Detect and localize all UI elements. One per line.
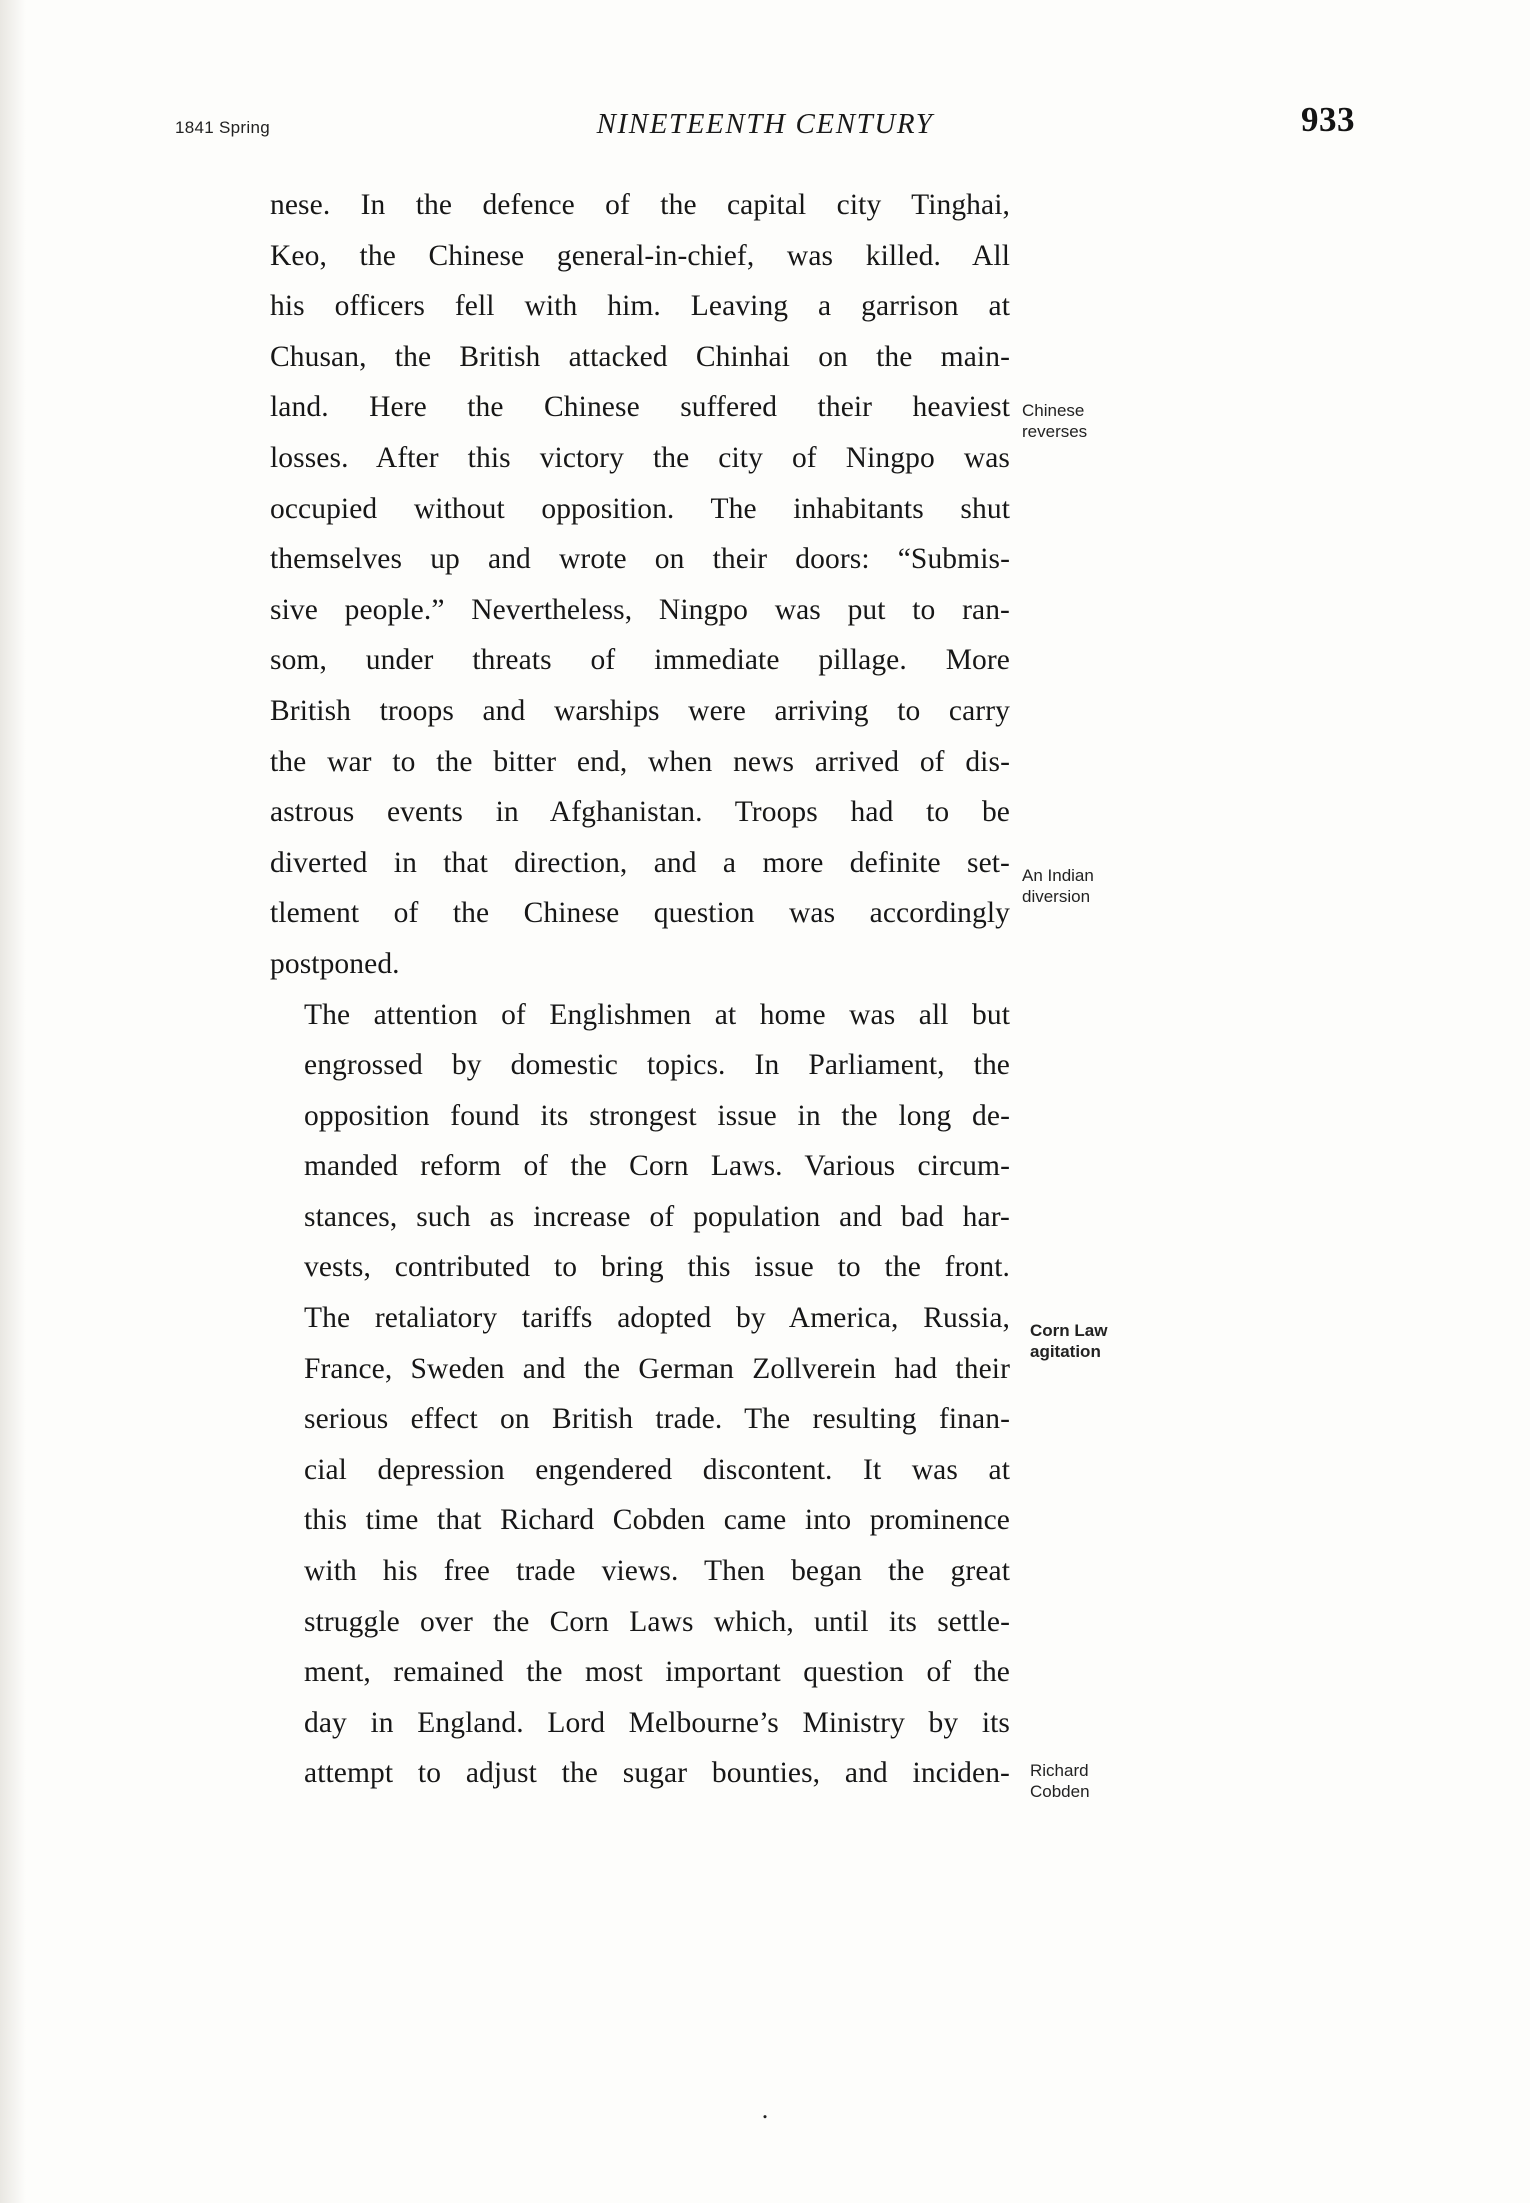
text-line: his officers fell with him. Leaving a garrison at <box>270 290 1010 323</box>
running-head <box>175 100 1355 148</box>
sidenote-line: agitation <box>1030 1342 1101 1361</box>
page-number: 933 <box>1301 100 1355 139</box>
text-line: tlement of the Chinese question was accordingly <box>270 897 1010 930</box>
text-line: cial depression engendered discontent. It was at <box>304 1453 1010 1486</box>
text-line: nese. In the defence of the capital city Tinghai, <box>270 189 1010 221</box>
text-line: this time that Richard Cobden came into prominence <box>304 1504 1010 1537</box>
text-line: themselves up and wrote on their doors: “Submis- <box>270 543 1010 576</box>
text-line: ment, remained the most important question of the <box>304 1656 1010 1689</box>
sidenote-corn-law-agitation <box>1030 1320 1165 1362</box>
text-line: day in England. Lord Melbourne’s Ministry by its <box>304 1706 1010 1739</box>
text-line: France, Sweden and the German Zollverein had their <box>304 1352 1010 1385</box>
paragraph-1 <box>270 180 1010 990</box>
text-column <box>270 180 1010 1799</box>
sidenote-indian-diversion <box>1022 865 1157 907</box>
text-line: The retaliatory tariffs adopted by America, Russia, <box>304 1302 1010 1335</box>
text-line: vests, contributed to bring this issue to the front. <box>304 1251 1010 1284</box>
text-line: occupied without opposition. The inhabitants shut <box>270 492 1010 525</box>
sidenote-line: Richard <box>1030 1761 1089 1780</box>
text-line: stances, such as increase of population and bad har- <box>304 1200 1010 1233</box>
paragraph-2 <box>270 990 1010 1800</box>
sidenote-richard-cobden <box>1030 1760 1165 1802</box>
text-line: land. Here the Chinese suffered their heaviest <box>270 391 1010 424</box>
text-line: sive people.” Nevertheless, Ningpo was put to ran- <box>270 593 1010 626</box>
sidenote-line: diversion <box>1022 887 1091 906</box>
text-line: astrous events in Afghanistan. Troops had to be <box>270 796 1010 829</box>
sidenote-line: Cobden <box>1030 1782 1090 1801</box>
text-line: opposition found its strongest issue in the long de- <box>304 1099 1010 1132</box>
text-line: attempt to adjust the sugar bounties, and inciden- <box>304 1757 1010 1790</box>
text-line: manded reform of the Corn Laws. Various circum- <box>304 1150 1010 1183</box>
text-line: The attention of Englishmen at home was all but <box>304 998 1010 1031</box>
text-line: som, under threats of immediate pillage. More <box>270 644 1010 677</box>
footer-mark: . <box>761 2095 769 2124</box>
text-line: losses. After this victory the city of Ningpo was <box>270 441 1010 474</box>
text-line: with his free trade views. Then began the great <box>304 1555 1010 1588</box>
running-head-title: NINETEENTH CENTURY <box>596 108 934 140</box>
text-line: the war to the bitter end, when news arrived of dis- <box>270 745 1010 778</box>
sidenote-line: Chinese <box>1022 401 1085 420</box>
text-line: Chusan, the British attacked Chinhai on the main- <box>270 340 1010 373</box>
text-line: Keo, the Chinese general-in-chief, was killed. All <box>270 239 1010 272</box>
sidenote-chinese-reverses <box>1022 400 1157 442</box>
page-edge-shadow <box>0 0 26 2203</box>
text-line: struggle over the Corn Laws which, until its settle- <box>304 1605 1010 1638</box>
sidenote-line: reverses <box>1022 422 1088 441</box>
text-line: British troops and warships were arriving to carry <box>270 694 1010 727</box>
sidenote-line: An Indian <box>1022 866 1094 885</box>
sidenote-line: Corn Law <box>1030 1321 1108 1340</box>
text-line: engrossed by domestic topics. In Parliament, the <box>304 1049 1010 1082</box>
running-head-left: 1841 Spring <box>175 118 270 137</box>
text-line: diverted in that direction, and a more definite set- <box>270 846 1010 879</box>
text-line: postponed. <box>270 947 400 980</box>
text-line: serious effect on British trade. The resulting finan- <box>304 1403 1010 1436</box>
